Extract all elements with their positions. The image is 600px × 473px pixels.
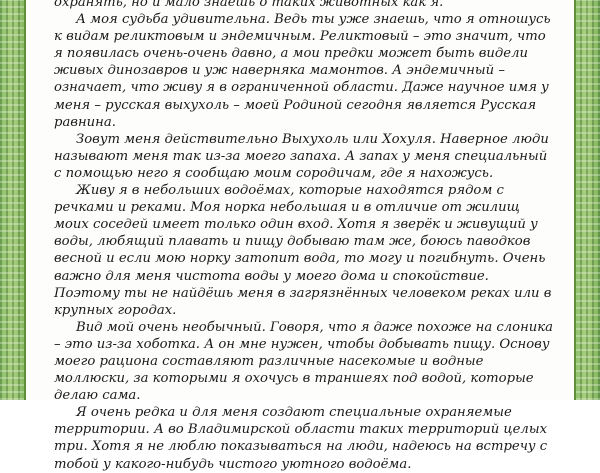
paragraph: Вид мой очень необычный. Говоря, что я даже похоже на слоника – это из-за хоботка. А он мне нужен, чтобы добывать пищу. Основу моего рациона составляют различные насекомые и водные моллюски, за которыми я охочусь в траншеях под водой, которые делаю сама. [54,319,554,404]
paragraph: Зовут меня действительно Выхухоль или Хохуля. Наверное люди называют меня так из-за моего запаха. А запах у меня специальный с помощью него я сообщаю моим сородичам, где я нахожусь. [54,131,549,181]
paragraph: охранять, но и мало знаешь о таких животных как я. [54,0,444,10]
paragraph: Я очень редка и для меня создают специальные охраняемые территории. А во Владимирской области таких территорий целых три. Хотя я не люблю показываться на люди, надеюсь на встречу с тобой у какого-нибудь чистого уютного водоёма. [54,405,548,472]
paragraph: А моя судьба удивительна. Ведь ты уже знаешь, что я отношусь к видам реликтовым и эндемичным. Реликтовый – это значит, что я появилась очень-очень давно, а мои предки может быть видели живых динозавров и уж наверняка мамонтов. А эндемичный – означает, что живу я в ограниченной области. Даже научное имя у меня – русская выхухоль – моей Родиной сегодня является Русская равнина. [54,12,551,130]
document-body [54,0,554,473]
left-plaid-border [0,0,26,400]
right-plaid-border [574,0,600,400]
paragraph: Живу я в небольших водоёмах, которые находятся рядом с речками и реками. Моя норка небольшая и в отличие от жилищ моих соседей имеет только один вход. Хотя я зверёк и живущий у воды, любящий плавать и пищу добываю там же, боюсь паводков весной и если мою норку затопит вода, то могу и погибнуть. Очень важно для меня чистота воды у моего дома и спокойствие. Поэтому ты не найдёшь меня в загрязнённых человеком реках или в крупных городах. [54,183,552,318]
